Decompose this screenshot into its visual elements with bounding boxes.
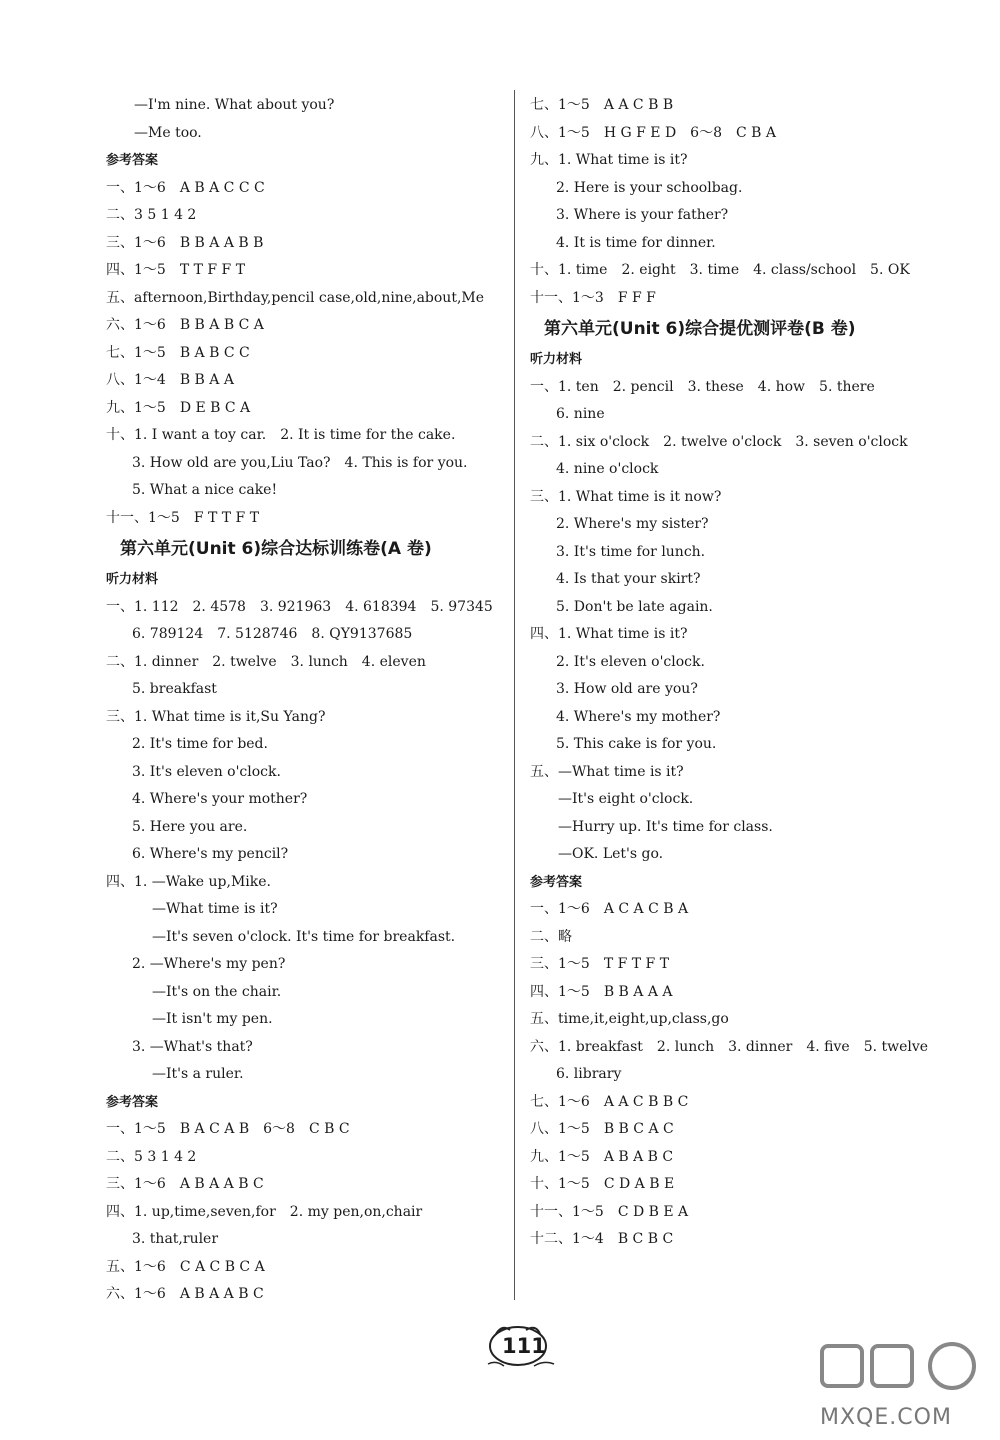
text-line: 2. —Where's my pen? [132, 956, 286, 972]
text-line: 5. Don't be late again. [556, 598, 713, 615]
text-line: 2. Here is your schoolbag. [556, 179, 743, 196]
text-line: 五、—What time is it? [530, 763, 684, 780]
text-line: 5. Here you are. [132, 818, 248, 835]
section-label: 听力材料 [530, 352, 583, 367]
text-line: 4. Is that your skirt? [556, 571, 701, 587]
text-line: —It isn't my pen. [152, 1011, 273, 1027]
text-line: 七、1～6 A A C B B C [530, 1093, 689, 1110]
watermark-text: MXQE.COM [820, 1405, 952, 1430]
text-line: —It's seven o'clock. It's time for breakfast. [152, 928, 456, 945]
text-line: —It's on the chair. [152, 983, 282, 1000]
text-line: 5. What a nice cake! [132, 482, 278, 498]
text-line: 四、1. What time is it? [530, 626, 688, 642]
text-line: 六、1～6 B B A B C A [106, 317, 264, 333]
text-line: 一、1～6 A B A C C C [106, 179, 265, 196]
text-line: 九、1～5 A B A B C [530, 1148, 674, 1165]
text-line: 六、1. breakfast 2. lunch 3. dinner 4. five 5. twelve [530, 1038, 929, 1055]
text-line: 五、time,it,eight,up,class,go [530, 1011, 729, 1027]
text-line: 四、1～5 B B A A A [530, 983, 673, 1000]
text-line: 九、1. What time is it? [530, 152, 688, 168]
text-line: 八、1～5 B B C A C [530, 1121, 674, 1137]
section-title: 第六单元(Unit 6)综合达标训练卷(A 卷) [120, 539, 432, 559]
text-line: —Me too. [134, 124, 202, 141]
text-line: 二、略 [530, 928, 572, 945]
text-line: 五、afternoon,Birthday,pencil case,old,nine,about,Me [106, 289, 485, 306]
text-line: 4. It is time for dinner. [556, 234, 716, 251]
text-line: 十一、1～5 F T T F T [106, 509, 260, 526]
column-divider [514, 90, 515, 1300]
text-line: 3. —What's that? [132, 1038, 253, 1055]
text-line: 八、1～5 H G F E D 6～8 C B A [530, 124, 776, 141]
section-label: 参考答案 [106, 153, 159, 168]
text-line: 6. library [556, 1066, 622, 1082]
text-line: 五、1～6 C A C B C A [106, 1258, 265, 1275]
right-column [530, 92, 930, 1254]
text-line: 三、1. What time is it,Su Yang? [106, 708, 326, 725]
text-line: 2. Where's my sister? [556, 516, 709, 532]
text-line: 2. It's eleven o'clock. [556, 653, 705, 670]
text-line: 3. How old are you? [556, 681, 698, 697]
text-line: 3. It's eleven o'clock. [132, 763, 281, 780]
text-line: 二、5 3 1 4 2 [106, 1148, 197, 1165]
text-line: 4. nine o'clock [556, 461, 659, 477]
section-title: 第六单元(Unit 6)综合提优测评卷(B 卷) [544, 319, 856, 339]
text-line: 5. breakfast [132, 681, 217, 697]
left-column [106, 92, 496, 1309]
text-line: 6. 789124 7. 5128746 8. QY9137685 [132, 626, 413, 642]
text-line: 一、1. ten 2. pencil 3. these 4. how 5. there [530, 378, 875, 395]
text-line: —It's eight o'clock. [558, 791, 694, 807]
text-line: 九、1～5 D E B C A [106, 399, 251, 416]
text-line: 一、1. 112 2. 4578 3. 921963 4. 618394 5. 97345 [106, 598, 493, 615]
text-line: 三、1～6 A B A A B C [106, 1176, 264, 1192]
section-label: 参考答案 [106, 1094, 159, 1110]
text-line: 一、1～6 A C A C B A [530, 901, 689, 917]
text-line: 四、1. up,time,seven,for 2. my pen,on,chair [106, 1203, 423, 1220]
text-line: 十一、1～3 F F F [530, 289, 656, 306]
text-line: 三、1～6 B B A A B B [106, 234, 264, 251]
text-line: 二、1. dinner 2. twelve 3. lunch 4. eleven [106, 653, 426, 670]
text-line: 三、1. What time is it now? [530, 488, 722, 505]
text-line: 6. Where's my pencil? [132, 846, 289, 862]
text-line: 四、1. —Wake up,Mike. [106, 873, 272, 890]
page-number-badge [478, 1322, 568, 1372]
text-line: 十、1～5 C D A B E [530, 1176, 675, 1192]
text-line: 4. Where's your mother? [132, 791, 308, 807]
text-line: 3. It's time for lunch. [556, 543, 706, 560]
text-line: 一、1～5 B A C A B 6～8 C B C [106, 1121, 350, 1137]
text-line: 八、1～4 B B A A [106, 372, 234, 388]
text-line: —What time is it? [152, 901, 278, 917]
text-line: 3. How old are you,Liu Tao? 4. This is for you. [132, 454, 468, 471]
text-line: 二、3 5 1 4 2 [106, 207, 197, 223]
text-line: —OK. Let's go. [558, 846, 664, 862]
text-line: 2. It's time for bed. [132, 736, 268, 752]
text-line: 6. nine [556, 406, 605, 422]
watermark [812, 1338, 992, 1434]
text-line: 3. Where is your father? [556, 207, 729, 223]
text-line: —It's a ruler. [152, 1066, 244, 1082]
text-line: 十一、1～5 C D B E A [530, 1203, 689, 1220]
text-line: 4. Where's my mother? [556, 708, 721, 725]
text-line: 六、1～6 A B A A B C [106, 1286, 264, 1302]
text-line: 5. This cake is for you. [556, 736, 717, 752]
section-label: 听力材料 [106, 572, 159, 587]
text-line: 十、1. I want a toy car. 2. It is time for the cake. [106, 427, 456, 443]
text-line: 七、1～5 B A B C C [106, 344, 250, 361]
text-line: 3. that,ruler [132, 1231, 219, 1247]
page-number: 111 [502, 1334, 546, 1358]
section-label: 参考答案 [530, 874, 583, 890]
text-line: 十、1. time 2. eight 3. time 4. class/school 5. OK [530, 262, 910, 278]
text-line: 二、1. six o'clock 2. twelve o'clock 3. seven o'clock [530, 433, 908, 450]
text-line: —I'm nine. What about you? [134, 97, 335, 113]
text-line: 七、1～5 A A C B B [530, 97, 674, 113]
text-line: 十二、1～4 B C B C [530, 1231, 674, 1247]
text-line: 四、1～5 T T F F T [106, 262, 246, 278]
text-line: —Hurry up. It's time for class. [558, 818, 773, 835]
text-line: 三、1～5 T F T F T [530, 956, 670, 972]
watermark-logo-icon [812, 1338, 992, 1408]
